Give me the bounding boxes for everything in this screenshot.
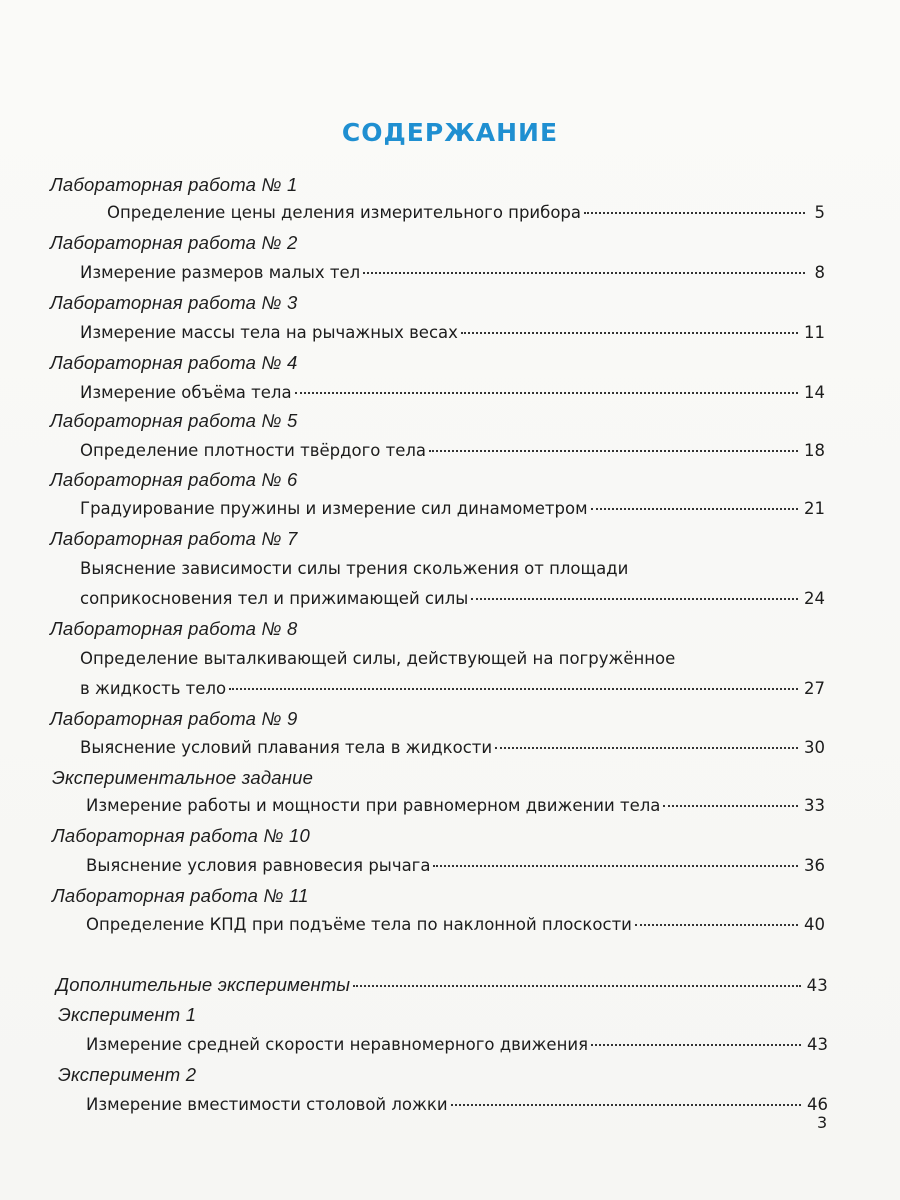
dot-leader (433, 865, 798, 867)
toc-page-number: 30 (804, 738, 825, 757)
toc-entry-title: Измерение вместимости столовой ложки (86, 1095, 448, 1114)
dot-leader (584, 212, 805, 214)
toc-page-number: 46 (807, 1095, 828, 1114)
toc-heading-lab-6: Лабораторная работа № 6 (50, 469, 298, 490)
toc-page-number: 21 (804, 499, 825, 518)
toc-entry-title: Выяснение условия равновесия рычага (86, 856, 431, 875)
toc-page-number: 18 (804, 441, 825, 460)
toc-heading-lab-4: Лабораторная работа № 4 (50, 352, 298, 373)
toc-page-number: 14 (804, 383, 825, 402)
toc-heading-lab-9: Лабораторная работа № 9 (50, 708, 298, 729)
toc-entry-lab-1[interactable] (107, 198, 825, 228)
dot-leader (229, 688, 798, 690)
dot-leader (591, 508, 798, 510)
toc-entry-title: соприкосновения тел и прижимающей силы (80, 589, 469, 608)
toc-entry-title: Измерение объёма тела (80, 383, 292, 402)
toc-heading-lab-10: Лабораторная работа № 10 (52, 825, 310, 846)
toc-page-number: 8 (814, 263, 825, 282)
toc-entry-title: Определение КПД при подъёме тела по наклонной плоскости (86, 915, 632, 934)
dot-leader (363, 272, 805, 274)
toc-entry-lab-8-line-1: Определение выталкивающей силы, действующей на погружённое (80, 649, 676, 668)
toc-entry-lab-10[interactable] (86, 851, 825, 881)
toc-entry-title: Измерение размеров малых тел (80, 263, 361, 282)
toc-entry-title: Измерение средней скорости неравномерного движения (86, 1035, 589, 1054)
toc-heading-lab-5: Лабораторная работа № 5 (50, 410, 298, 431)
toc-page-number: 27 (804, 679, 825, 698)
dot-leader (461, 332, 798, 334)
toc-heading-lab-8: Лабораторная работа № 8 (50, 618, 298, 639)
toc-entry-additional-experiments[interactable] (56, 970, 828, 1000)
toc-heading-experiment-1: Эксперимент 1 (58, 1004, 197, 1025)
toc-entry-lab-11[interactable] (86, 910, 825, 940)
toc-entry-lab-9[interactable] (80, 733, 825, 763)
toc-entry-title: в жидкость тело (80, 679, 227, 698)
toc-page-number: 43 (807, 1035, 828, 1054)
toc-heading-experimental-task: Экспериментальное задание (52, 767, 314, 788)
toc-entry-title: Выяснение условий плавания тела в жидкости (80, 738, 493, 757)
dot-leader (353, 985, 800, 987)
dot-leader (429, 450, 798, 452)
toc-heading-lab-11: Лабораторная работа № 11 (52, 885, 309, 906)
toc-heading-additional-experiments: Дополнительные эксперименты (56, 974, 351, 995)
toc-entry-title: Измерение работы и мощности при равномерном движении тела (86, 796, 661, 815)
toc-entry-lab-8[interactable] (80, 674, 825, 704)
toc-entry-lab-4[interactable] (80, 378, 825, 408)
toc-page-number: 33 (804, 796, 825, 815)
page-number: 3 (817, 1113, 828, 1132)
page-title: СОДЕРЖАНИЕ (341, 118, 559, 147)
toc-heading-lab-7: Лабораторная работа № 7 (50, 528, 298, 549)
dot-leader (663, 805, 798, 807)
toc-heading-lab-1: Лабораторная работа № 1 (50, 174, 298, 195)
toc-page-number: 11 (804, 323, 825, 342)
toc-heading-lab-2: Лабораторная работа № 2 (50, 232, 298, 253)
toc-entry-lab-7[interactable] (80, 584, 825, 614)
toc-page-number: 5 (814, 203, 825, 222)
toc-entry-lab-3[interactable] (80, 318, 825, 348)
toc-heading-lab-3: Лабораторная работа № 3 (50, 292, 298, 313)
toc-entry-title: Определение цены деления измерительного прибора (107, 203, 582, 222)
toc-page-number: 43 (806, 976, 828, 995)
toc-entry-experiment-1[interactable] (86, 1030, 828, 1060)
toc-entry-lab-5[interactable] (80, 436, 825, 466)
dot-leader (495, 747, 798, 749)
toc-entry-experiment-2[interactable] (86, 1090, 828, 1120)
toc-entry-lab-6[interactable] (80, 494, 825, 524)
toc-entry-title: Измерение массы тела на рычажных весах (80, 323, 458, 342)
dot-leader (591, 1044, 801, 1046)
dot-leader (635, 924, 798, 926)
toc-page-number: 24 (804, 589, 825, 608)
dot-leader (295, 392, 798, 394)
toc-entry-experimental-task[interactable] (86, 791, 825, 821)
toc-page-number: 40 (804, 915, 825, 934)
toc-entry-lab-7-line-1: Выяснение зависимости силы трения скольжения от площади (80, 559, 629, 578)
toc-entry-title: Определение плотности твёрдого тела (80, 441, 427, 460)
dot-leader (471, 598, 798, 600)
toc-page-number: 36 (804, 856, 825, 875)
toc-entry-lab-2[interactable] (80, 258, 825, 288)
dot-leader (451, 1104, 801, 1106)
toc-entry-title: Градуирование пружины и измерение сил динамометром (80, 499, 588, 518)
toc-heading-experiment-2: Эксперимент 2 (58, 1064, 197, 1085)
